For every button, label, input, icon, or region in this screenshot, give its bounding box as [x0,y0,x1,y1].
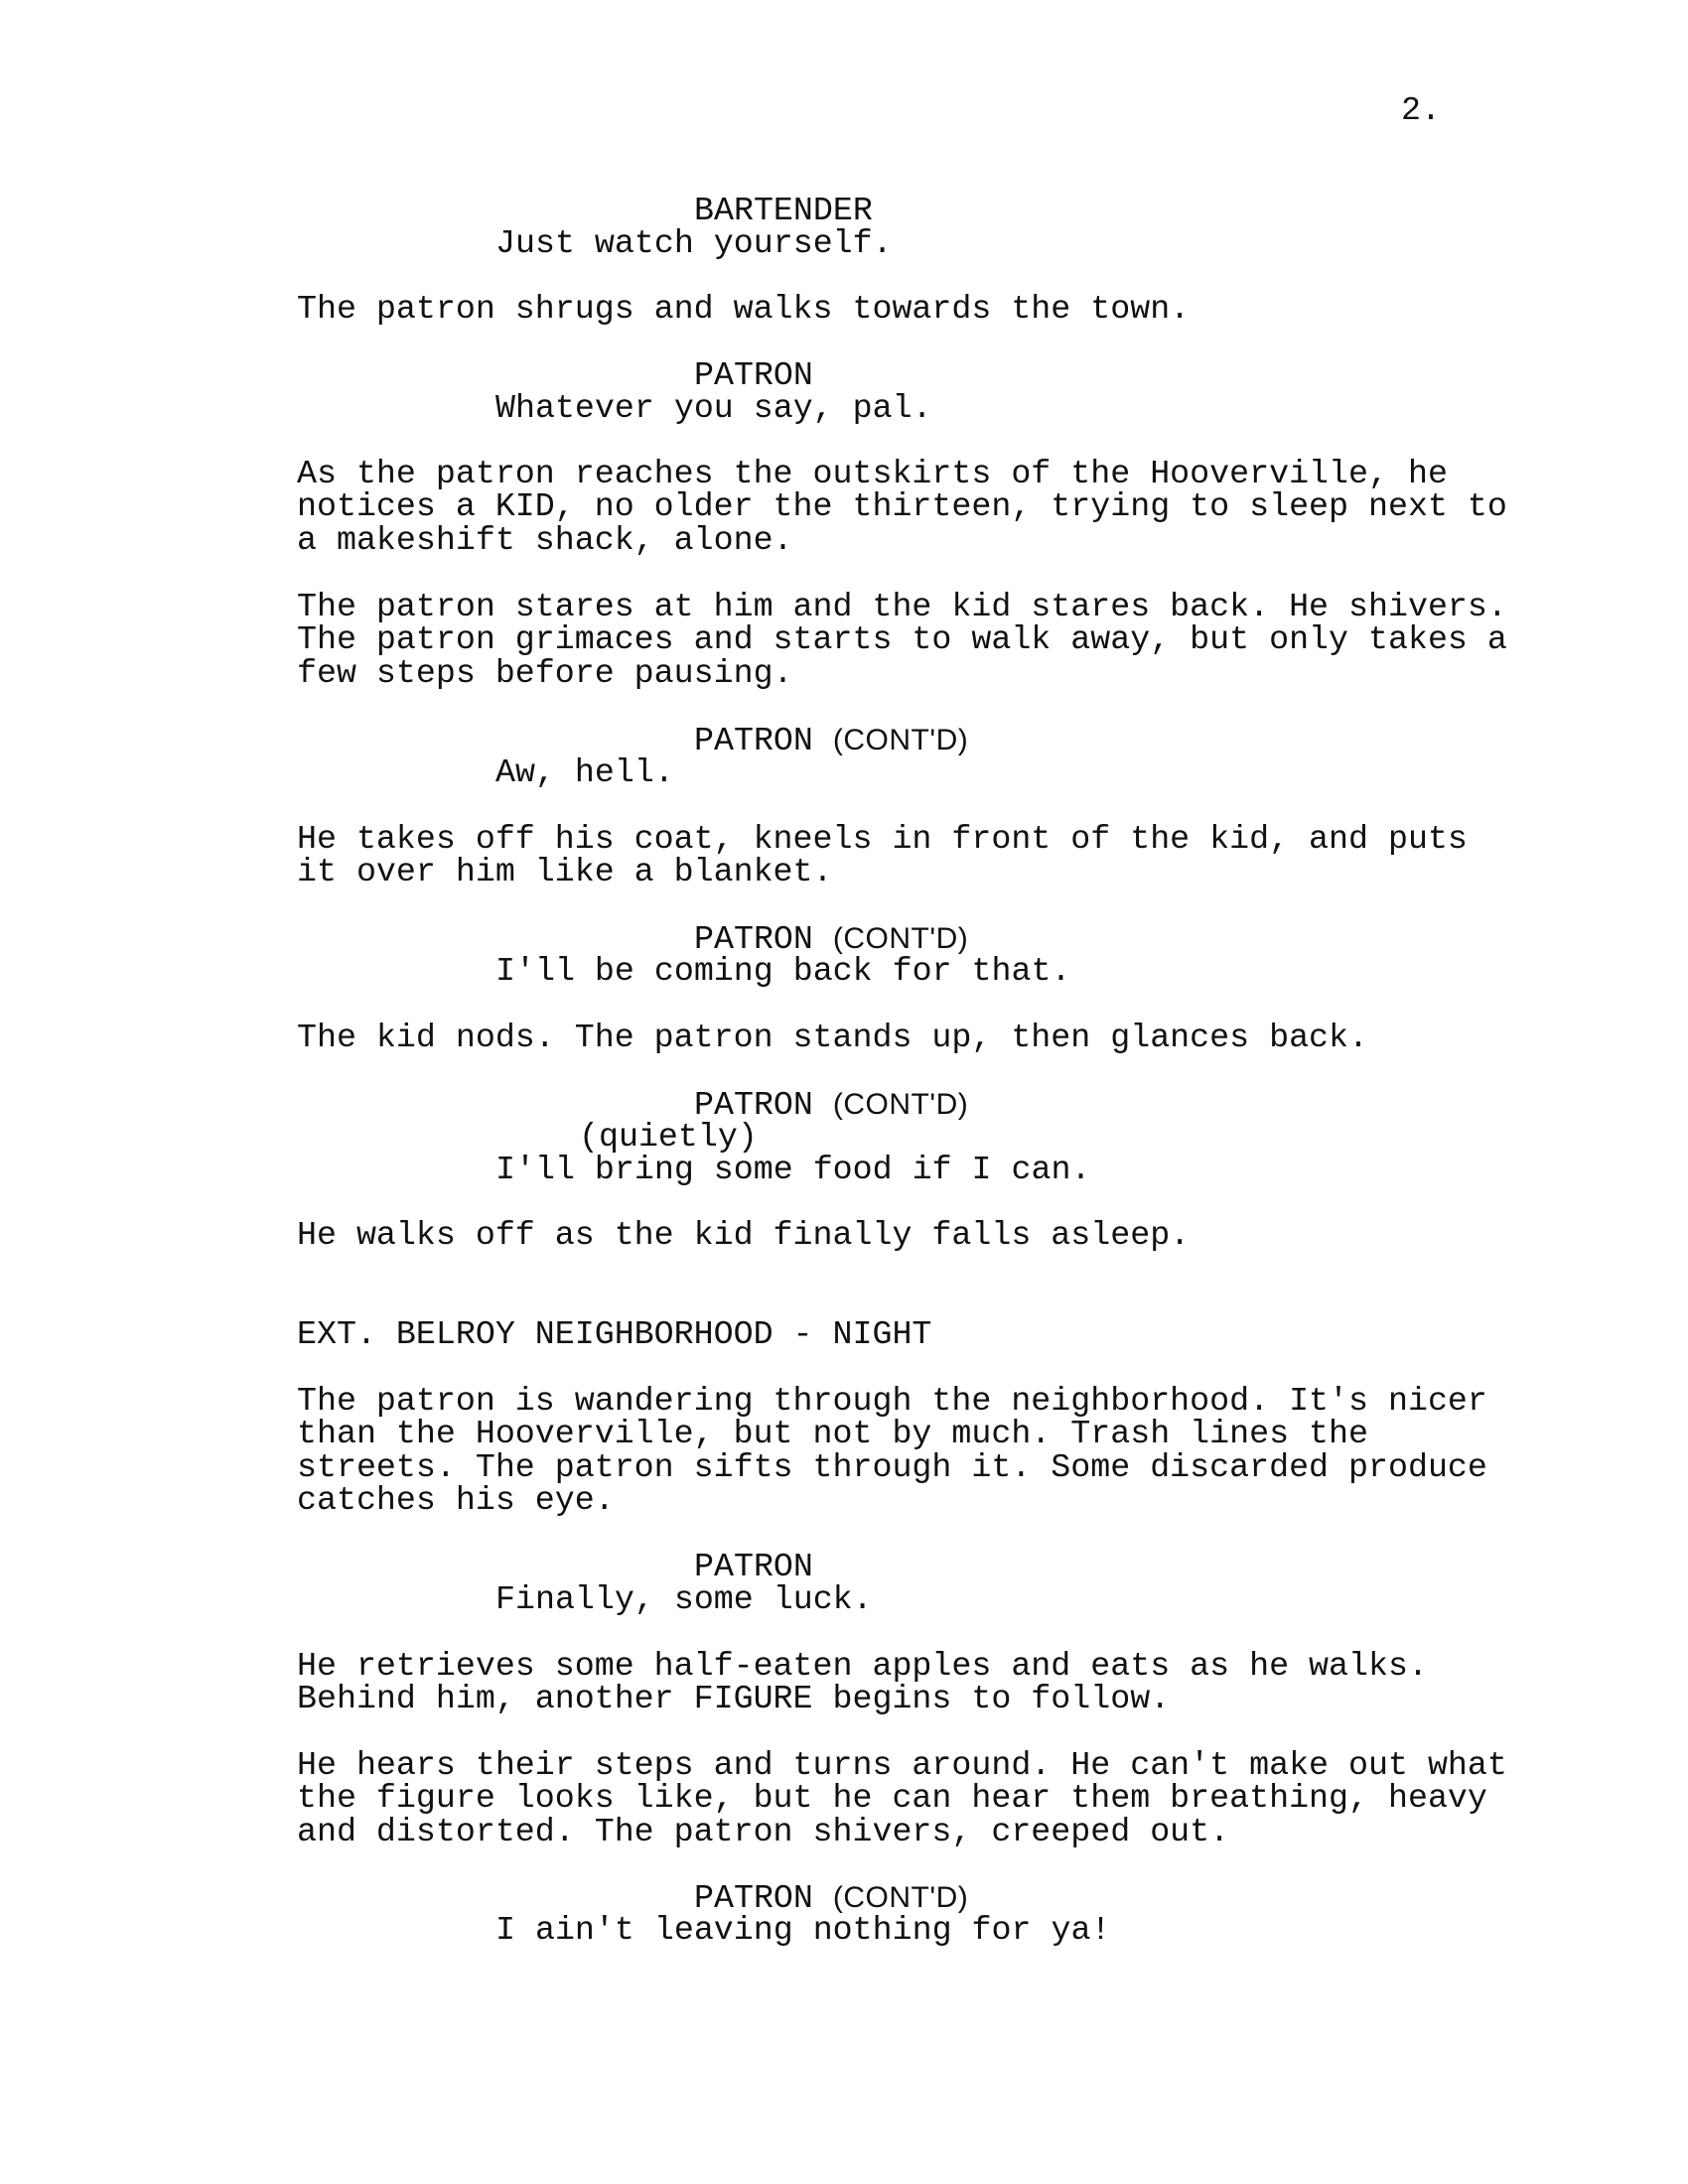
character-cue [694,192,873,229]
character-name: PATRON [694,1548,813,1585]
dialogue-block [495,389,1687,427]
action-block [297,1216,1488,1254]
character-name: BARTENDER [694,192,873,229]
dialogue-line: I'll be coming back for that. [495,952,1071,990]
character-extension: (CONT'D) [832,1881,969,1914]
action-block [297,820,1488,891]
action-line: He retrieves some half-eaten apples and eats as he walks. [297,1647,1428,1685]
action-line: the figure looks like, but he can hear them breathing, heavy [297,1779,1487,1818]
action-line: The patron grimaces and starts to walk away, but only takes a [297,620,1507,659]
action-block [297,1019,1488,1056]
action-line: a makeshift shack, alone. [297,520,793,559]
dialogue-line: Aw, hell. [495,753,674,791]
dialogue-block [495,224,1687,262]
scene-heading: EXT. BELROY NEIGHBORHOOD - NIGHT [297,1315,932,1353]
action-line: The patron stares at him and the kid stares back. He shivers. [297,588,1507,625]
action-line: catches his eye. [297,1480,615,1519]
character-extension: (CONT'D) [832,922,969,955]
action-line: and distorted. The patron shivers, creeped out. [297,1812,1230,1850]
character-extension: (CONT'D) [832,1088,969,1121]
action-line: The patron is wandering through the neighborhood. It's nicer [297,1382,1487,1420]
action-line: The kid nods. The patron stands up, then glances back. [297,1019,1368,1056]
dialogue-line: Finally, some luck. [495,1580,873,1618]
action-line: than the Hooverville, but not by much. Trash lines the [297,1415,1368,1453]
dialogue-block [495,1911,1687,1949]
character-cue [694,1548,813,1585]
character-cue [694,356,813,394]
character-name: PATRON [694,356,813,394]
dialogue-line: I ain't leaving nothing for ya! [495,1911,1111,1949]
action-block [297,588,1507,692]
dialogue-line: Whatever you say, pal. [495,389,932,427]
parenthetical: (quietly) [579,1118,758,1156]
action-line: As the patron reaches the outskirts of the Hooverville, he [297,455,1448,492]
action-line: it over him like a blanket. [297,853,833,891]
character-name: PATRON [694,1879,813,1917]
action-block [297,1382,1488,1519]
character-name: PATRON [694,1086,813,1124]
character-cue [694,724,968,757]
action-line: Behind him, another FIGURE begins to follow. [297,1680,1171,1718]
action-line: He takes off his coat, kneels in front of the kid, and puts [297,820,1468,858]
dialogue-block [495,753,1687,791]
character-extension: (CONT'D) [832,724,969,756]
action-line: streets. The patron sifts through it. Some discarded produce [297,1447,1487,1486]
action-block [297,1746,1507,1850]
action-block [297,1647,1488,1718]
action-line: notices a KID, no older the thirteen, trying to sleep next to [297,487,1507,526]
dialogue-line: Just watch yourself. [495,224,893,262]
action-block [297,455,1507,559]
dialogue-block [495,1151,1687,1188]
action-block [297,290,1488,328]
action-line: The patron shrugs and walks towards the town. [297,290,1191,328]
action-line: He hears their steps and turns around. He can't make out what [297,1746,1507,1784]
character-name: PATRON [694,920,813,958]
dialogue-line: I'll bring some food if I can. [495,1151,1091,1188]
dialogue-block [495,952,1687,990]
page-number: 2. [1401,91,1441,129]
action-line: He walks off as the kid finally falls asleep. [297,1216,1191,1254]
character-name: PATRON [694,722,813,759]
dialogue-block [495,1580,1687,1618]
action-line: few steps before pausing. [297,653,793,692]
